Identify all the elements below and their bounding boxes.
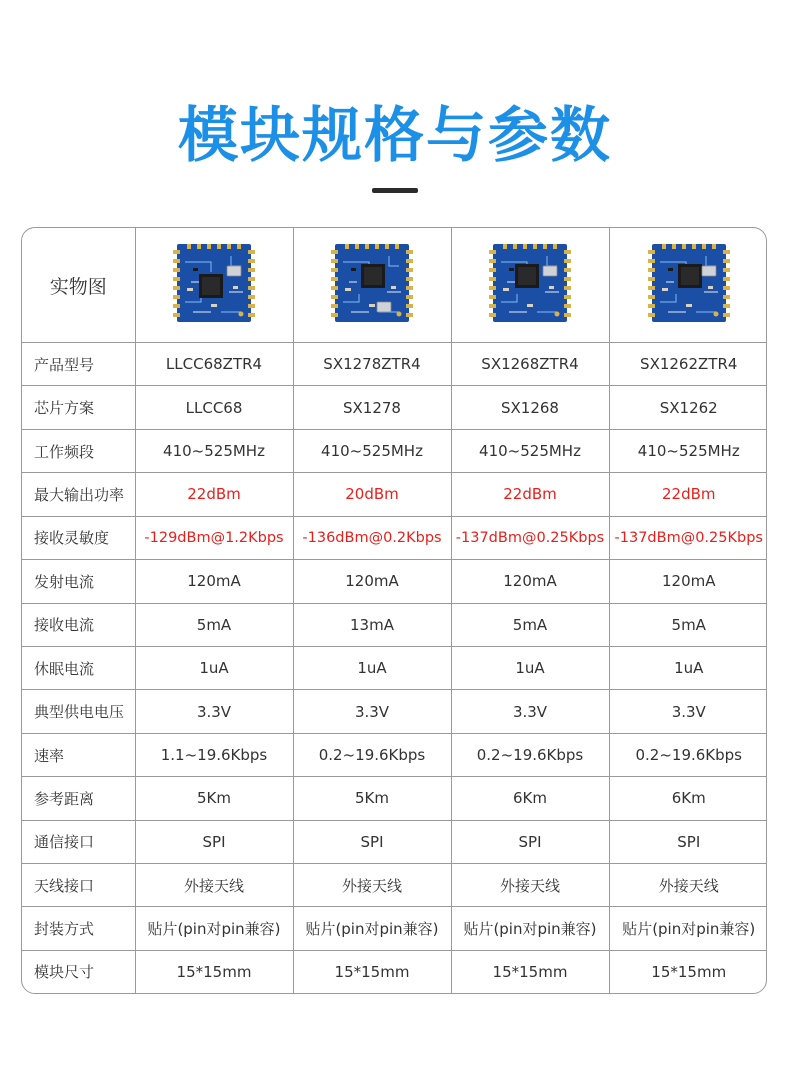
spec-value-cell: SX1278ZTR4: [293, 343, 451, 386]
spec-value-cell: 3.3V: [451, 690, 609, 733]
pcb-module-icon: [487, 242, 573, 328]
image-row: [22, 228, 767, 343]
spec-value-cell: 贴片(pin对pin兼容): [135, 907, 293, 950]
spec-value-cell: 22dBm: [451, 473, 609, 516]
spec-value-cell: SX1278: [293, 386, 451, 429]
spec-value-cell: 15*15mm: [293, 950, 451, 993]
spec-value-cell: 120mA: [451, 560, 609, 603]
spec-value-cell: 20dBm: [293, 473, 451, 516]
spec-row-label: 速率: [22, 733, 135, 776]
spec-value-cell: 外接天线: [609, 864, 767, 907]
spec-value-cell: -136dBm@0.2Kbps: [293, 516, 451, 559]
spec-row: [22, 690, 767, 733]
spec-row: [22, 516, 767, 559]
spec-row: [22, 560, 767, 603]
spec-row-label: 最大输出功率: [22, 473, 135, 516]
spec-value-cell: -137dBm@0.25Kbps: [609, 516, 767, 559]
pcb-module-icon: [329, 242, 415, 328]
spec-value-cell: 3.3V: [293, 690, 451, 733]
spec-value-cell: 3.3V: [609, 690, 767, 733]
spec-row-label: 天线接口: [22, 864, 135, 907]
spec-value-cell: 0.2~19.6Kbps: [451, 733, 609, 776]
spec-value-cell: 1uA: [609, 646, 767, 689]
spec-row-label: 发射电流: [22, 560, 135, 603]
spec-value-cell: SPI: [609, 820, 767, 863]
spec-value-cell: SX1262ZTR4: [609, 343, 767, 386]
spec-value-cell: 410~525MHz: [451, 429, 609, 472]
spec-value-cell: LLCC68: [135, 386, 293, 429]
spec-value-cell: SPI: [451, 820, 609, 863]
spec-row: [22, 386, 767, 429]
spec-value-cell: LLCC68ZTR4: [135, 343, 293, 386]
spec-row: [22, 429, 767, 472]
spec-value-cell: 外接天线: [135, 864, 293, 907]
spec-value-cell: 5Km: [293, 777, 451, 820]
spec-row: [22, 777, 767, 820]
spec-value-cell: SX1268: [451, 386, 609, 429]
spec-row: [22, 473, 767, 516]
spec-row: [22, 733, 767, 776]
spec-value-cell: 6Km: [609, 777, 767, 820]
spec-row-label: 封装方式: [22, 907, 135, 950]
spec-value-cell: 5Km: [135, 777, 293, 820]
spec-value-cell: 13mA: [293, 603, 451, 646]
spec-value-cell: 5mA: [609, 603, 767, 646]
spec-value-cell: 外接天线: [451, 864, 609, 907]
spec-value-cell: 0.2~19.6Kbps: [609, 733, 767, 776]
spec-value-cell: 15*15mm: [135, 950, 293, 993]
spec-value-cell: SPI: [293, 820, 451, 863]
spec-value-cell: 22dBm: [609, 473, 767, 516]
spec-row-label: 休眠电流: [22, 646, 135, 689]
spec-row: [22, 907, 767, 950]
spec-row-label: 芯片方案: [22, 386, 135, 429]
spec-value-cell: 1uA: [293, 646, 451, 689]
spec-value-cell: 5mA: [135, 603, 293, 646]
module-image-cell: [451, 228, 609, 343]
spec-value-cell: SPI: [135, 820, 293, 863]
spec-value-cell: 410~525MHz: [135, 429, 293, 472]
title-underline: [372, 188, 418, 193]
spec-value-cell: 120mA: [135, 560, 293, 603]
spec-row: [22, 864, 767, 907]
spec-table: [21, 227, 767, 994]
spec-row-label: 接收电流: [22, 603, 135, 646]
pcb-module-icon: [646, 242, 732, 328]
spec-value-cell: 贴片(pin对pin兼容): [293, 907, 451, 950]
spec-value-cell: -137dBm@0.25Kbps: [451, 516, 609, 559]
pcb-module-icon: [171, 242, 257, 328]
page-title: 模块规格与参数: [178, 101, 612, 171]
spec-value-cell: 3.3V: [135, 690, 293, 733]
spec-value-cell: 410~525MHz: [293, 429, 451, 472]
spec-row-label: 产品型号: [22, 343, 135, 386]
module-image-cell: [609, 228, 767, 343]
spec-value-cell: 1uA: [451, 646, 609, 689]
spec-value-cell: 22dBm: [135, 473, 293, 516]
spec-row: [22, 603, 767, 646]
image-row-label: 实物图: [22, 228, 135, 343]
spec-value-cell: 120mA: [293, 560, 451, 603]
spec-value-cell: 0.2~19.6Kbps: [293, 733, 451, 776]
spec-row-label: 参考距离: [22, 777, 135, 820]
spec-value-cell: SX1262: [609, 386, 767, 429]
spec-value-cell: 贴片(pin对pin兼容): [451, 907, 609, 950]
spec-row-label: 接收灵敏度: [22, 516, 135, 559]
spec-table-grid: [22, 228, 767, 993]
module-image-cell: [135, 228, 293, 343]
spec-value-cell: 6Km: [451, 777, 609, 820]
spec-value-cell: -129dBm@1.2Kbps: [135, 516, 293, 559]
spec-row: [22, 950, 767, 993]
spec-value-cell: 15*15mm: [451, 950, 609, 993]
spec-value-cell: 120mA: [609, 560, 767, 603]
spec-value-cell: 5mA: [451, 603, 609, 646]
spec-row-label: 通信接口: [22, 820, 135, 863]
spec-value-cell: 15*15mm: [651, 962, 727, 981]
spec-row-label: 工作频段: [22, 429, 135, 472]
spec-value-cell: 贴片(pin对pin兼容): [609, 907, 767, 950]
spec-row-label: 典型供电电压: [22, 690, 135, 733]
spec-value-cell: 1uA: [135, 646, 293, 689]
spec-row: [22, 646, 767, 689]
spec-value-cell: SX1268ZTR4: [451, 343, 609, 386]
spec-value-cell: 外接天线: [293, 864, 451, 907]
module-image-cell: [293, 228, 451, 343]
spec-row-label: 模块尺寸: [22, 950, 135, 993]
spec-row: [22, 820, 767, 863]
spec-value-cell: 410~525MHz: [609, 429, 767, 472]
spec-value-cell: 1.1~19.6Kbps: [135, 733, 293, 776]
spec-row: [22, 343, 767, 386]
